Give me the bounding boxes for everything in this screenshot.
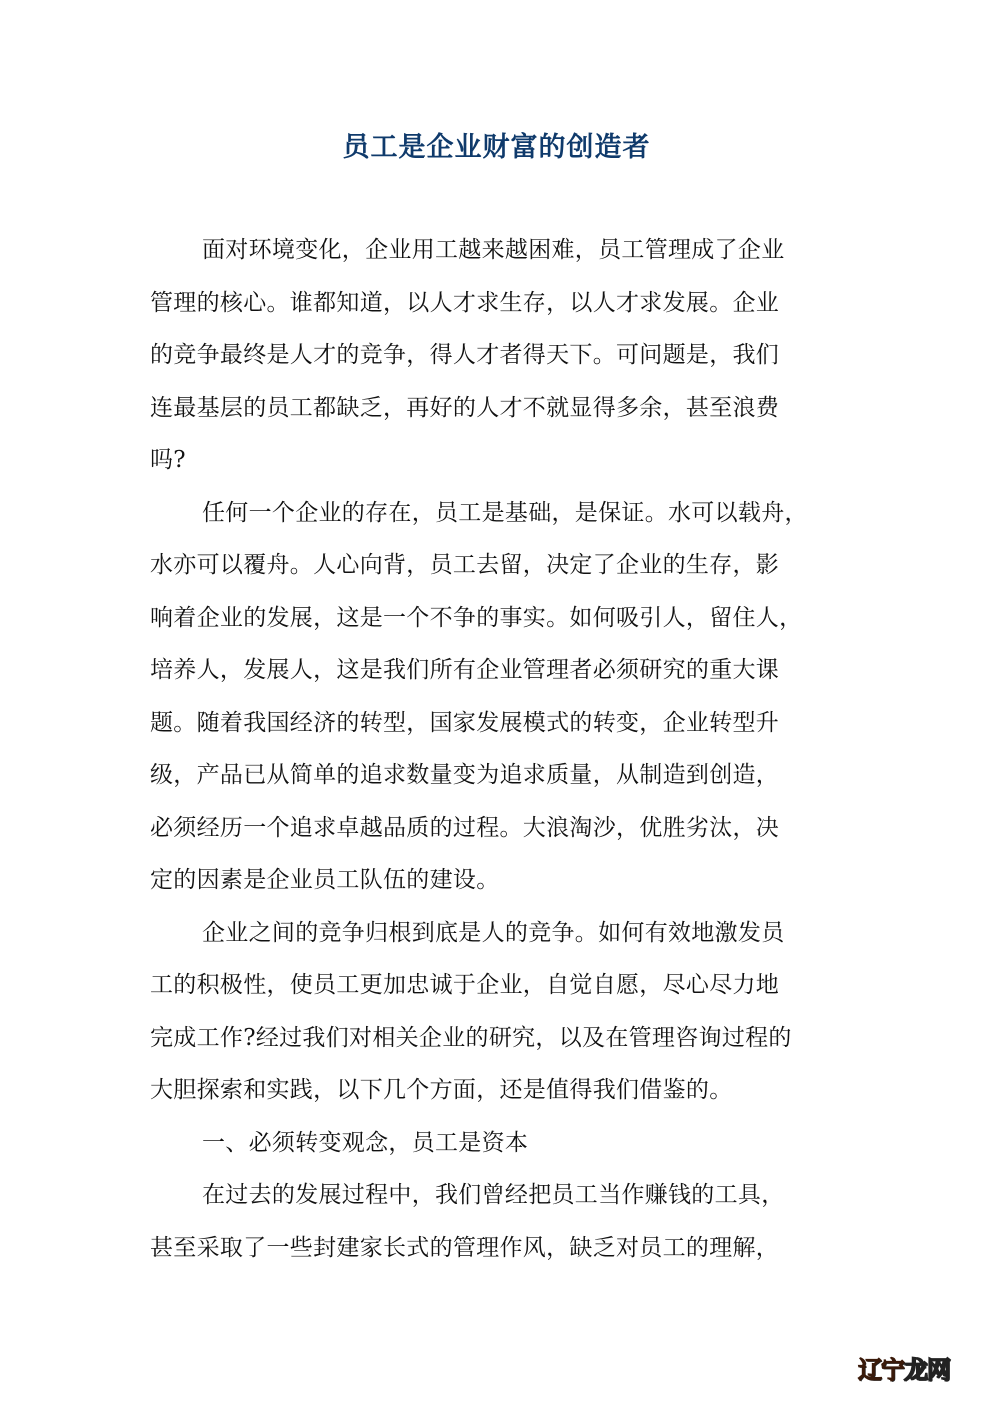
paragraph-line: 大胆探索和实践，以下几个方面，还是值得我们借鉴的。 bbox=[150, 1077, 733, 1103]
paragraph-line: 响着企业的发展，这是一个不争的事实。如何吸引人，留住人， bbox=[150, 604, 803, 631]
paragraph-line: 定的因素是企业员工队伍的建设。 bbox=[150, 867, 500, 893]
paragraph-line: 企业之间的竞争归根到底是人的竞争。如何有效地激发员 bbox=[202, 919, 785, 946]
paragraph-line: 吗? bbox=[150, 447, 186, 473]
paragraph-line: 连最基层的员工都缺乏，再好的人才不就显得多余，甚至浪费 bbox=[150, 394, 780, 421]
watermark-part-1: 辽宁 bbox=[858, 1356, 904, 1384]
paragraph-line: 甚至采取了一些封建家长式的管理作风，缺乏对员工的理解， bbox=[150, 1234, 780, 1261]
document-body bbox=[150, 224, 840, 1274]
paragraph-line: 管理的核心。谁都知道，以人才求生存，以人才求发展。企业 bbox=[150, 289, 780, 316]
paragraph-line: 在过去的发展过程中，我们曾经把员工当作赚钱的工具， bbox=[202, 1182, 785, 1208]
paragraph-line: 面对环境变化，企业用工越来越困难，员工管理成了企业 bbox=[202, 237, 785, 263]
paragraph-line: 完成工作?经过我们对相关企业的研究，以及在管理咨询过程的 bbox=[150, 1024, 792, 1051]
paragraph-line: 水亦可以覆舟。人心向背，员工去留，决定了企业的生存，影 bbox=[150, 552, 780, 578]
paragraph-line: 任何一个企业的存在，员工是基础，是保证。水可以载舟， bbox=[202, 499, 808, 526]
paragraph-line: 的竞争最终是人才的竞争，得人才者得天下。可问题是，我们 bbox=[150, 342, 780, 368]
site-watermark-logo bbox=[858, 1352, 950, 1388]
paragraph-line: 培养人，发展人，这是我们所有企业管理者必须研究的重大课 bbox=[150, 657, 780, 683]
document-title: 员工是企业财富的创造者 bbox=[342, 132, 651, 163]
paragraph-line: 题。随着我国经济的转型，国家发展模式的转变，企业转型升 bbox=[150, 709, 780, 736]
paragraph-line: 工的积极性，使员工更加忠诚于企业，自觉自愿，尽心尽力地 bbox=[150, 972, 780, 998]
paragraph-line: 级，产品已从简单的追求数量变为追求质量，从制造到创造， bbox=[150, 762, 780, 788]
section-heading: 一、必须转变观念，员工是资本 bbox=[202, 1129, 529, 1156]
watermark-part-2: 龙网 bbox=[904, 1356, 950, 1384]
paragraph-line: 必须经历一个追求卓越品质的过程。大浪淘沙，优胜劣汰，决 bbox=[150, 814, 780, 841]
